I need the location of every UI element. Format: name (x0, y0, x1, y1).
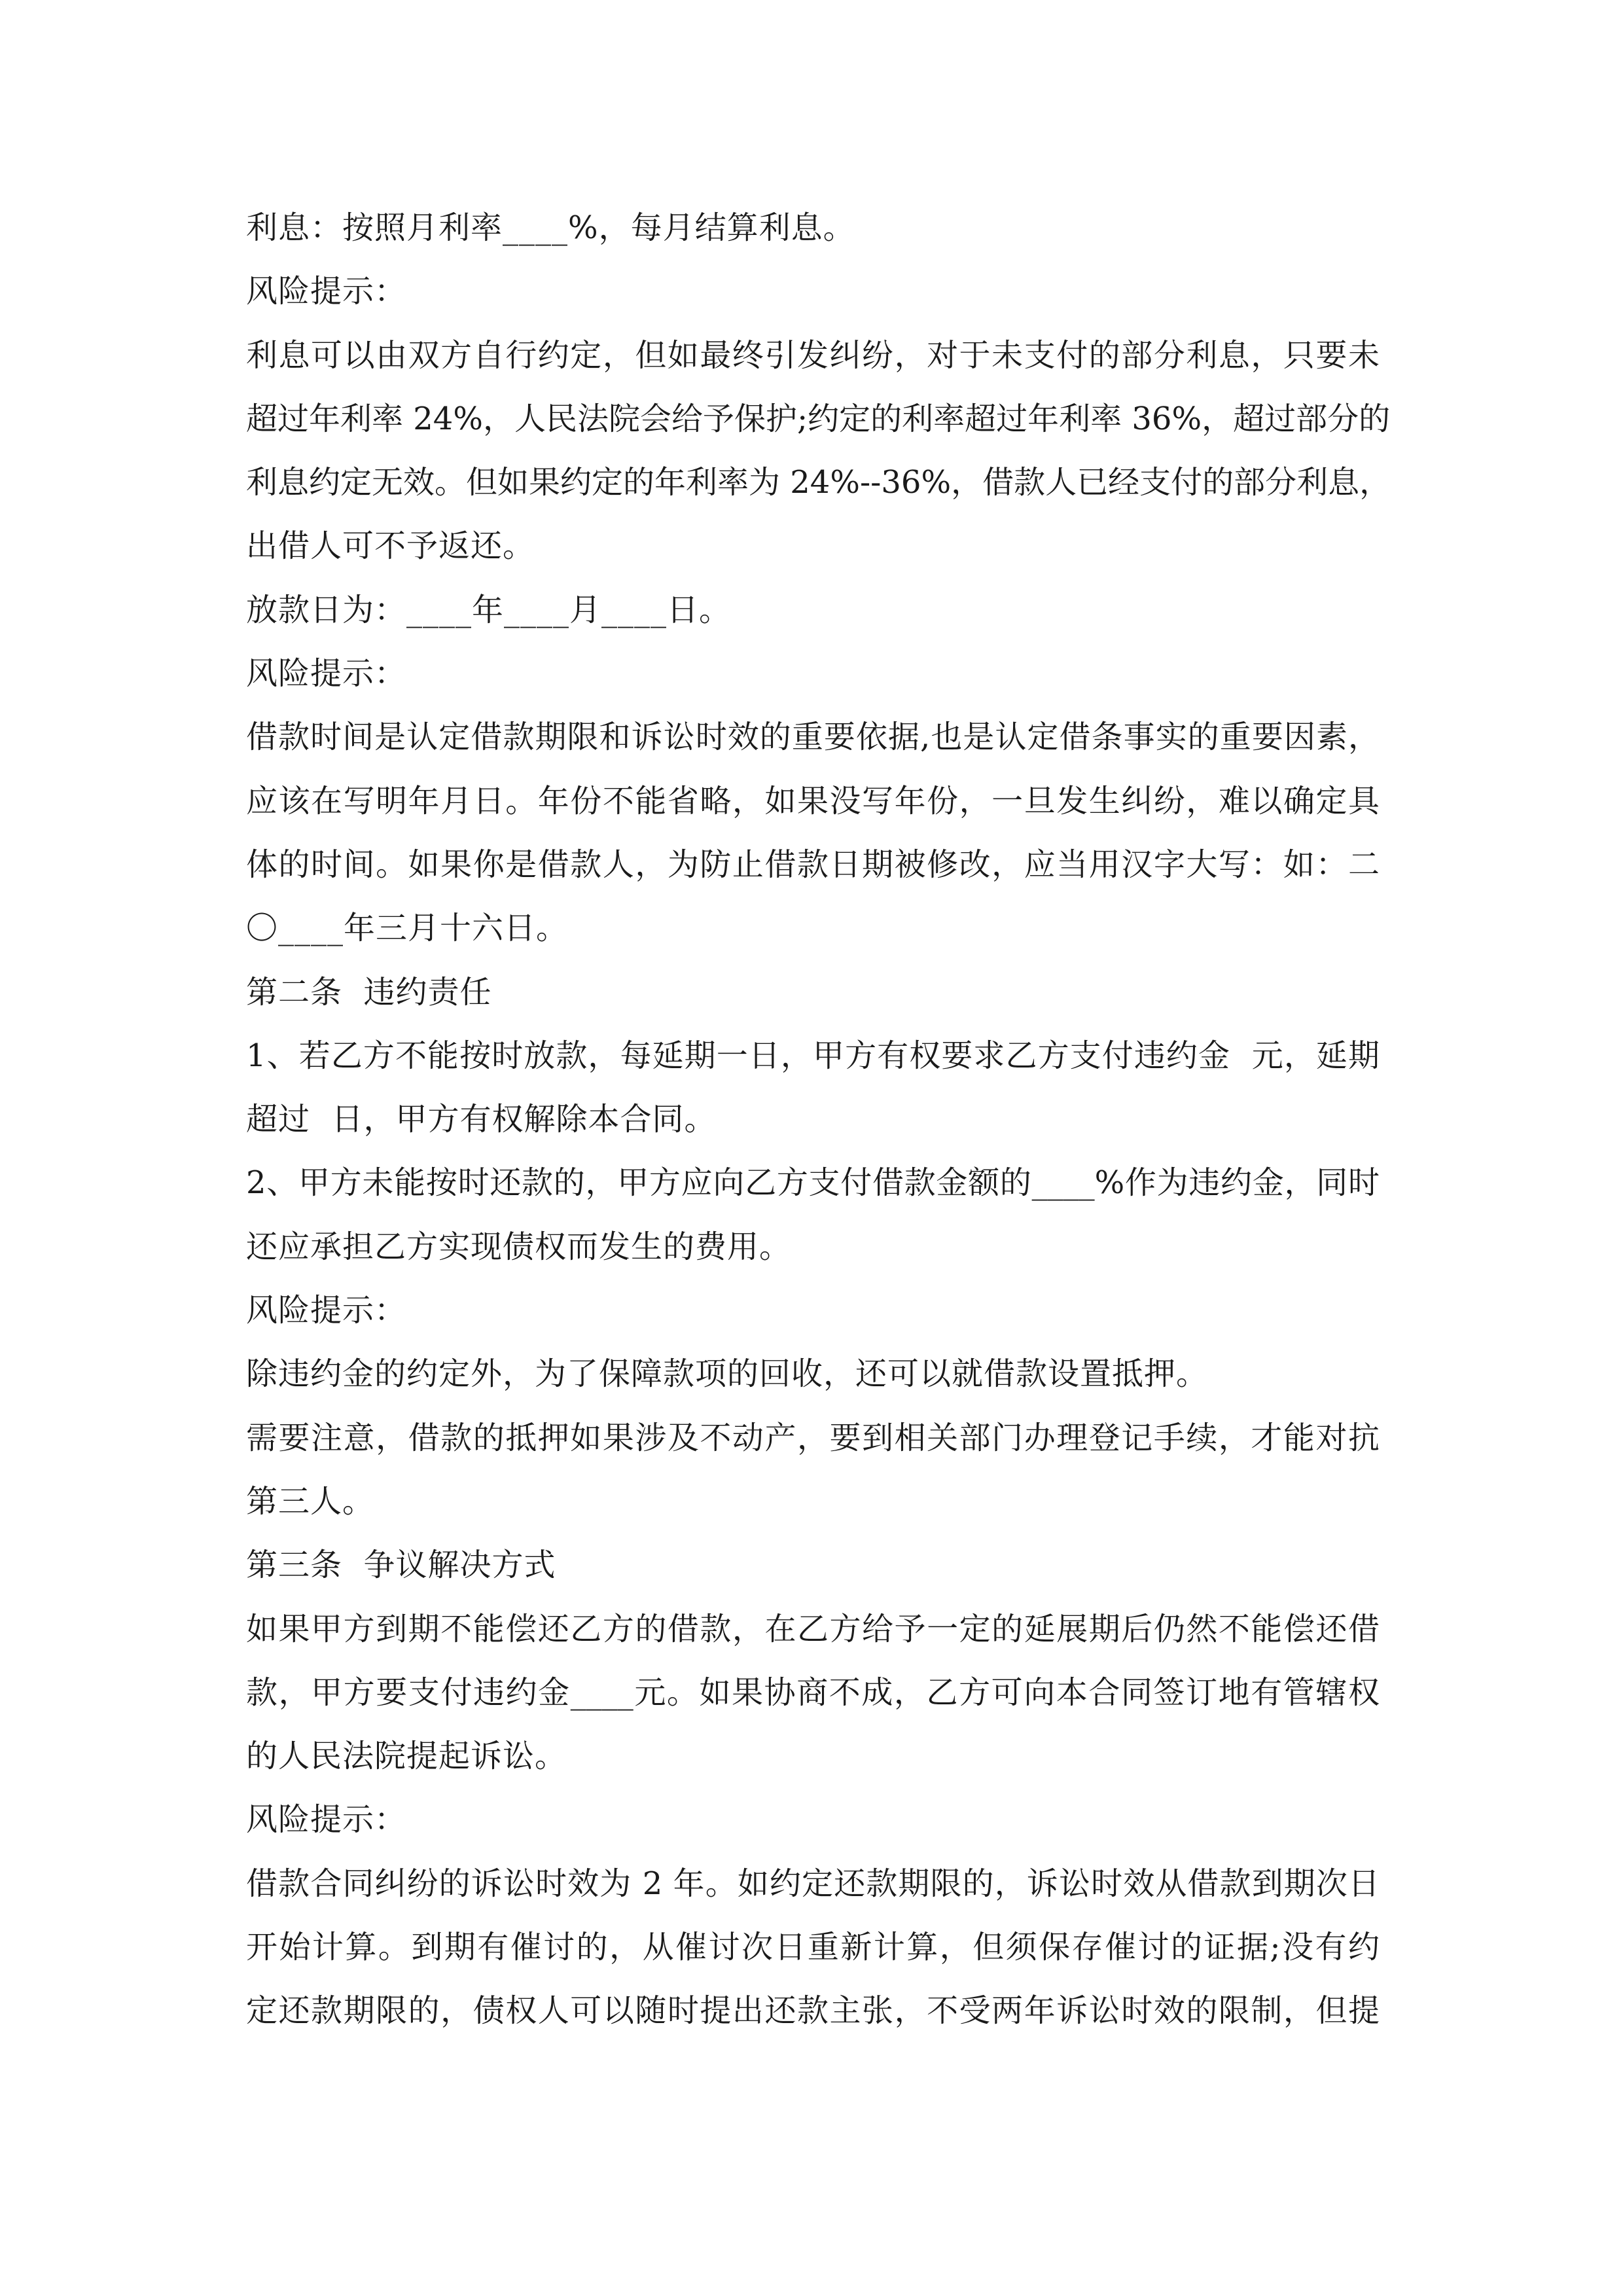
text-line: 还应承担乙方实现债权而发生的费用。 (246, 1228, 792, 1265)
text-line: 利息：按照月利率____%，每月结算利息。 (246, 209, 855, 246)
text-line: 风险提示： (246, 1801, 407, 1839)
text-line: 需要注意，借款的抵押如果涉及不动产，要到相关部门办理登记手续，才能对抗 (246, 1419, 1380, 1456)
text-line: 利息约定无效。但如果约定的年利率为 24%--36%，借款人已经支付的部分利息， (246, 464, 1391, 501)
text-line: 应该在写明年月日。年份不能省略，如果没写年份，一旦发生纠纷，难以确定具 (246, 782, 1380, 819)
text-line: 风险提示： (246, 655, 407, 692)
text-line: 风险提示： (246, 1292, 407, 1329)
text-line: 1、若乙方不能按时放款，每延期一日，甲方有权要求乙方支付违约金 元，延期 (246, 1037, 1380, 1074)
text-line: 定还款期限的，债权人可以随时提出还款主张，不受两年诉讼时效的限制，但提 (246, 1992, 1380, 2030)
text-line: 出借人可不予返还。 (246, 528, 535, 565)
text-line: 2、甲方未能按时还款的，甲方应向乙方支付借款金额的____%作为违约金，同时 (246, 1164, 1380, 1202)
text-line: 除违约金的约定外，为了保障款项的回收，还可以就借款设置抵押。 (246, 1355, 1209, 1393)
text-line: 借款合同纠纷的诉讼时效为 2 年。如约定还款期限的，诉讼时效从借款到期次日 (246, 1865, 1380, 1902)
text-line: 体的时间。如果你是借款人，为防止借款日期被修改，应当用汉字大写：如：二 (246, 846, 1380, 883)
text-line: 第三人。 (246, 1482, 375, 1520)
text-line: 放款日为：____年____月____日。 (246, 591, 732, 628)
text-line: 如果甲方到期不能偿还乙方的借款，在乙方给予一定的延展期后仍然不能偿还借 (246, 1610, 1380, 1647)
text-line: 超过 日，甲方有权解除本合同。 (246, 1101, 717, 1138)
document-body (246, 196, 1391, 2043)
text-line: 款，甲方要支付违约金____元。如果协商不成，乙方可向本合同签订地有管辖权 (246, 1674, 1380, 1711)
section-heading: 第三条 争议解决方式 (246, 1547, 556, 1584)
text-line: 借款时间是认定借款期限和诉讼时效的重要依据,也是认定借条事实的重要因素， (246, 719, 1380, 756)
section-heading: 第二条 违约责任 (246, 973, 492, 1011)
text-line: 超过年利率 24%，人民法院会给予保护;约定的利率超过年利率 36%，超过部分的 (246, 400, 1391, 437)
text-line: 的人民法院提起诉讼。 (246, 1738, 567, 1775)
text-line: 风险提示： (246, 273, 407, 310)
text-line: 利息可以由双方自行约定，但如最终引发纠纷，对于未支付的部分利息，只要未 (246, 336, 1380, 374)
text-line: 〇____年三月十六日。 (246, 910, 569, 947)
text-line: 开始计算。到期有催讨的，从催讨次日重新计算，但须保存催讨的证据;没有约 (246, 1929, 1380, 1966)
